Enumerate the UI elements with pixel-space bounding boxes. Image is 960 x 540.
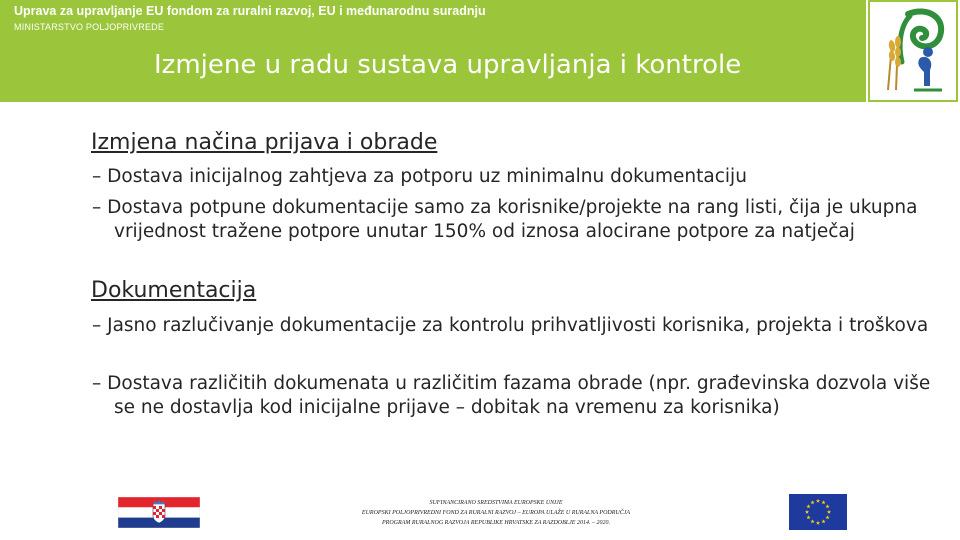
- bullet-item: – Dostava potpune dokumentacije samo za korisnike/projekte na rang listi, čija je ukupna vrijednost tražene potpore unutar 150% od iznosa alocirane potpore za natječaj: [92, 197, 918, 242]
- section-heading-dokumentacija: Dokumentacija: [91, 278, 257, 303]
- footer-line-3: PROGRAM RURALNOG RAZVOJA REPUBLIKE HRVATSKE ZA RAZDOBLJE 2014. – 2020.: [382, 520, 610, 526]
- croatia-flag-icon: [118, 497, 200, 528]
- bullet-item: – Dostava različitih dokumenata u različitim fazama obrade (npr. građevinska dozvola više se ne dostavlja kod inicijalne prijave – dobitak na vremenu za korisnika): [92, 373, 931, 418]
- eu-flag-icon: [789, 494, 847, 530]
- footer-line-2: EUROPSKI POLJOPRIVREDNI FOND ZA RURALNI RAZVOJ – EUROPA ULAŽE U RURALNA PODRUČJA: [361, 510, 631, 516]
- slide-title: Izmjene u radu sustava upravljanja i kontrole: [154, 50, 742, 80]
- footer-line-1: SUFINANCIRANO SREDSTVIMA EUROPSKE UNIJE: [429, 500, 563, 506]
- section-heading-izmjena: Izmjena načina prijava i obrade: [91, 130, 438, 155]
- ministry-name: MINISTARSTVO POLJOPRIVREDE: [14, 22, 165, 32]
- bullet-item: – Jasno razlučivanje dokumentacije za kontrolu prihvatljivosti korisnika, projekta i troškova: [92, 315, 929, 336]
- bullet-item: – Dostava inicijalnog zahtjeva za potporu uz minimalnu dokumentaciju: [92, 166, 747, 187]
- organization-name: Uprava za upravljanje EU fondom za ruralni razvoj, EU i međunarodnu suradnju: [14, 4, 486, 18]
- footer-funding-text: [298, 498, 694, 528]
